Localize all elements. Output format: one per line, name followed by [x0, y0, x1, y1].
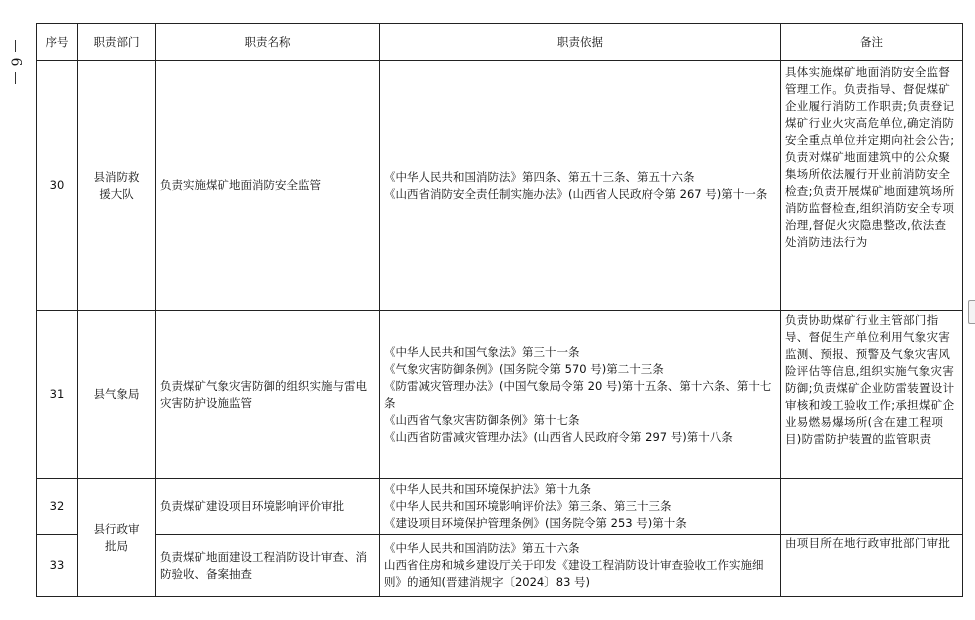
row-basis	[380, 311, 781, 479]
row-seq: 32	[37, 479, 78, 535]
row-duty-name: 负责煤矿地面建设工程消防设计审查、消防验收、备案抽查	[156, 535, 380, 597]
basis-item: 《中华人民共和国环境影响评价法》第三条、第三十三条	[384, 499, 672, 513]
basis-item: 《中华人民共和国环境保护法》第十九条	[384, 482, 591, 496]
header-name: 职责名称	[156, 24, 380, 61]
basis-item: 《中华人民共和国消防法》第五十六条	[384, 541, 580, 555]
side-scroll-handle[interactable]	[968, 300, 975, 324]
basis-item: 《山西省气象灾害防御条例》第十七条	[384, 412, 580, 427]
row-dept: 县消防救援大队	[78, 61, 156, 311]
row-duty-name: 负责实施煤矿地面消防安全监管	[156, 61, 380, 311]
row-seq: 31	[37, 311, 78, 479]
row-duty-name: 负责煤矿建设项目环境影响评价审批	[156, 479, 380, 535]
row-duty-name: 负责煤矿气象灾害防御的组织实施与雷电灾害防护设施监管	[156, 311, 380, 479]
row-basis	[380, 61, 781, 311]
basis-item: 《防雷减灾管理办法》(中国气象局令第 20 号)第十五条、第十六条、第十七条	[384, 378, 772, 410]
duty-table	[36, 23, 963, 597]
row-basis	[380, 479, 781, 535]
basis-item: 山西省住房和城乡建设厅关于印发《建设工程消防设计审查验收工作实施细则》的通知(晋建消规字〔2024〕83 号)	[384, 558, 764, 589]
basis-item: 《山西省防雷减灾管理办法》(山西省人民政府令第 297 号)第十八条	[384, 429, 733, 444]
header-dept: 职责部门	[78, 24, 156, 61]
row-dept: 县气象局	[78, 311, 156, 479]
row-seq: 33	[37, 535, 78, 597]
table-header-row	[37, 24, 963, 61]
row-seq: 30	[37, 61, 78, 311]
basis-item: 《中华人民共和国消防法》第四条、第五十三条、第五十六条	[384, 169, 695, 184]
page-number: 6	[6, 57, 23, 67]
header-note: 备注	[781, 24, 963, 61]
basis-item: 《气象灾害防御条例》(国务院令第 570 号)第二十三条	[384, 361, 664, 376]
table-row	[37, 61, 963, 311]
table-row	[37, 535, 963, 597]
row-note: 具体实施煤矿地面消防安全监督管理工作。负责指导、督促煤矿企业履行消防工作职责;负责登记煤矿行业火灾高危单位,确定消防安全重点单位并定期向社会公告;负责对煤矿地面建筑中的公众聚集场所依法履行开业前消防安全检查;负责开展煤矿地面建筑场所消防监督检查,组织消防安全专项治理,督促火灾隐患整改,依法查处消防违法行为	[781, 61, 963, 311]
basis-item: 《中华人民共和国气象法》第三十一条	[384, 344, 580, 359]
page-number-mark	[4, 40, 26, 84]
basis-item: 《山西省消防安全责任制实施办法》(山西省人民政府令第 267 号)第十一条	[384, 186, 768, 201]
header-seq: 序号	[37, 24, 78, 61]
table-row	[37, 311, 963, 479]
table-row	[37, 479, 963, 535]
row-basis	[380, 535, 781, 597]
row-note: 由项目所在地行政审批部门审批	[781, 535, 963, 597]
basis-item: 《建设项目环境保护管理条例》(国务院令第 253 号)第十条	[384, 516, 687, 530]
page-dash-top	[15, 40, 16, 52]
page-dash-bottom	[15, 72, 16, 84]
header-basis: 职责依据	[380, 24, 781, 61]
row-dept: 县行政审批局	[78, 479, 156, 597]
row-note	[781, 479, 963, 535]
row-note: 负责协助煤矿行业主管部门指导、督促生产单位利用气象灾害监测、预报、预警及气象灾害风险评估等信息,组织实施气象灾害防御;负责煤矿企业防雷装置设计审核和竣工验收工作;承担煤矿企业易燃易爆场所(含在建工程项目)防雷防护装置的监管职责	[781, 311, 963, 479]
